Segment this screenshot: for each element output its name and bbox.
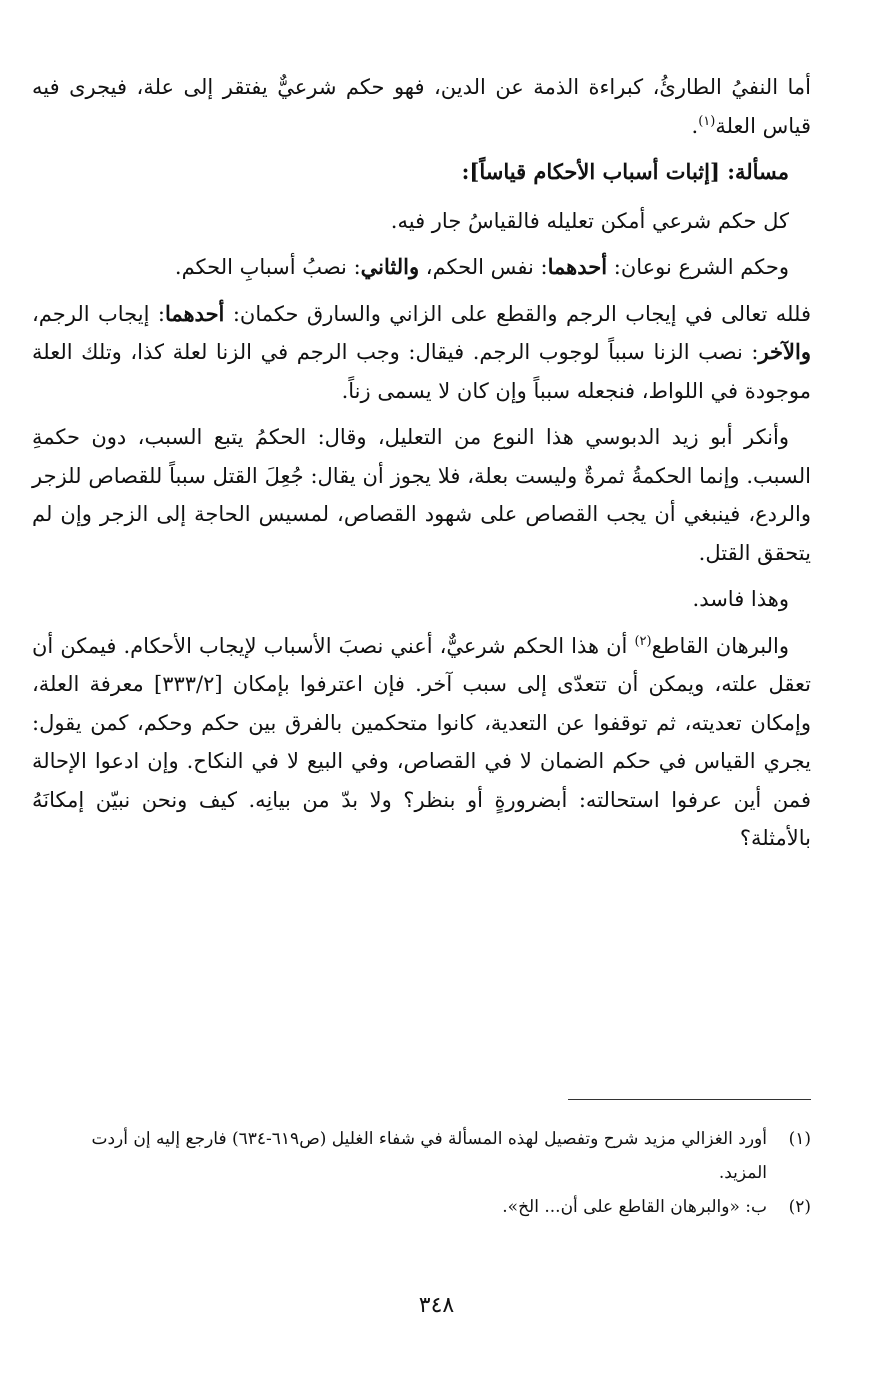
paragraph-7-text-b: أن هذا الحكم شرعيٌّ، أعني نصبَ الأسباب لإيجاب الأحكام. فيمكن أن تعقل علته، ويمكن أن تتعدّى إلى سبب آخر. فإن اعترفوا بإمكان [٣٣٣/٢] معرفة العلة، وإمكان تعديته، ثم توقفوا عن التعدية، كانوا متحكمين بالفرق بين حكم وحكم، كمن يقول: يجري القياس في حكم الضمان لا في القصاص، وفي البيع لا في النكاح. وإن ادعوا الإحالة فمن أين عرفوا استحالته: أبضرورةٍ أو بنظر؟ ولا بدّ من بيانِه. كيف ونحن نبيّن إمكانَهُ بالأمثلة؟ xyxy=(32,633,811,850)
paragraph-4-bold-1: أحدهما xyxy=(164,300,225,326)
paragraph-3-text-b: : نفس الحكم، xyxy=(419,255,548,279)
paragraph-3-text-c: : نصبُ أسبابِ الحكم. xyxy=(174,255,361,279)
paragraph-3-text-a: وحكم الشرع نوعان: xyxy=(607,255,789,279)
footnote-divider xyxy=(568,1099,811,1100)
paragraph-4-bold-2: والآخر xyxy=(758,339,811,364)
paragraph-4-text-b: : إيجاب الرجم، xyxy=(32,301,165,326)
paragraph-5: وأنكر أبو زيد الدبوسي هذا النوع من التعليل، وقال: الحكمُ يتبع السبب، دون حكمةِ السبب. وإنما الحكمةُ ثمرةٌ وليست بعلة، فلا يجوز أن يقال: جُعِلَ القتل سبباً للقصاص للزجر والردع، فينبغي أن يجب القصاص على شهود القصاص، لمسيس الحاجة إلى الزجر وإن لم يتحقق القتل. xyxy=(32,425,811,565)
main-text xyxy=(32,68,811,866)
section-heading: مسألة: [إثبات أسباب الأحكام قياساً]: xyxy=(461,159,789,184)
paragraph-4 xyxy=(32,295,811,411)
footnote-1 xyxy=(40,1122,811,1190)
paragraph-7-text-a: والبرهان القاطع xyxy=(651,633,789,658)
footnotes xyxy=(40,1122,811,1224)
footnote-1-number: (١) xyxy=(788,1129,811,1149)
paragraph-6: وهذا فاسد. xyxy=(692,587,789,611)
paragraph-2: كل حكم شرعي أمكن تعليله فالقياسُ جار فيه. xyxy=(390,208,789,233)
paragraph-4-text-a: فلله تعالى في إيجاب الرجم والقطع على الزاني والسارق حكمان: xyxy=(224,301,811,326)
paragraph-7 xyxy=(32,627,811,858)
footnote-1-text: أورد الغزالي مزيد شرح وتفصيل لهذه المسألة في شفاء الغليل (ص٦١٩-٦٣٤) فارجع إليه إن أردت المزيد. xyxy=(91,1129,767,1183)
paragraph-3-bold-2: والثاني xyxy=(360,254,420,279)
footnote-2-number: (٢) xyxy=(788,1197,811,1217)
footnote-2 xyxy=(40,1190,811,1224)
paragraph-1-text: أما النفيُ الطارئُ، كبراءة الذمة عن الدين، فهو حكم شرعيٌّ يفتقر إلى علة، فيجرى فيه قياس العلة xyxy=(32,75,811,138)
footnote-ref-1: (١) xyxy=(698,113,716,129)
page-number: ٣٤٨ xyxy=(418,1293,455,1318)
paragraph-3-bold-1: أحدهما xyxy=(547,254,608,279)
paragraph-1-end: . xyxy=(691,113,699,138)
paragraph-4-text-c: : نصب الزنا سبباً لوجوب الرجم. فيقال: وجب الرجم في الزنا لعلة كذا، وتلك العلة موجودة في اللواط، فنجعله سبباً وإن كان لا يسمى زناً. xyxy=(32,340,811,403)
paragraph-3 xyxy=(32,248,811,287)
footnote-2-text: ب: «والبرهان القاطع على أن... الخ». xyxy=(502,1197,767,1217)
footnote-ref-2: (٢) xyxy=(634,633,652,649)
paragraph-1 xyxy=(32,68,811,145)
